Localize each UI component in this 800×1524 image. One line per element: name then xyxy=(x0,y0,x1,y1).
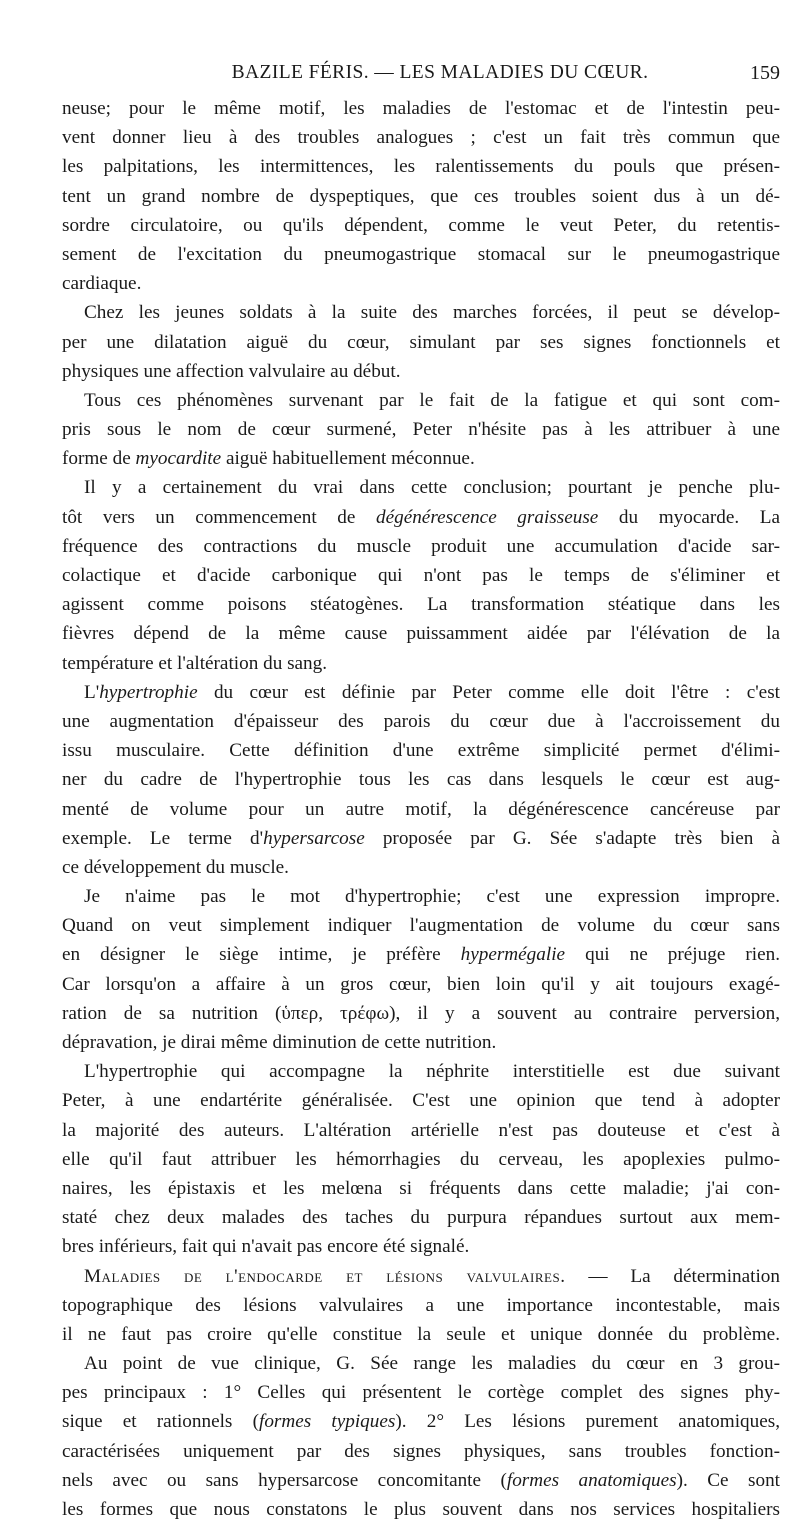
text-line: pris sous le nom de cœur surmené, Peter n'hésite pas à les attribuer à une xyxy=(62,419,780,441)
text-fragment: aiguë habituellement méconnue. xyxy=(221,448,475,470)
page-number: 159 xyxy=(750,62,780,84)
text-line: per une dilatation aiguë du cœur, simulant par ses signes fonctionnels et xyxy=(62,331,780,353)
text-line: Tous ces phénomènes survenant par le fait de la fatigue et qui sont com- xyxy=(84,389,780,411)
text-line: ner du cadre de l'hypertrophie tous les cas dans lesquels le cœur est aug- xyxy=(62,769,780,791)
text-line xyxy=(62,503,780,532)
text-line: sement de l'excitation du pneumogastrique stomacal sur le pneumogastrique xyxy=(62,243,780,265)
text-line: les formes que nous constatons le plus souvent dans nos services hospitaliers xyxy=(62,1499,780,1520)
text-line: pes principaux : 1° Celles qui présentent le cortège complet des signes phy- xyxy=(62,1382,780,1404)
text-line: staté chez deux malades des taches du purpura répandues surtout aux mem- xyxy=(62,1207,780,1229)
text-fragment: tôt vers un commencement de xyxy=(62,506,376,528)
text-line xyxy=(62,940,780,969)
text-fragment: sique et rationnels ( xyxy=(62,1411,259,1433)
text-line: la majorité des auteurs. L'altération artérielle n'est pas douteuse et c'est à xyxy=(62,1119,780,1141)
text-fragment: proposée par G. Sée s'adapte très bien à xyxy=(364,827,780,849)
text-fragment: — La détermination xyxy=(565,1265,780,1287)
text-line: agissent comme poisons stéatogènes. La transformation stéatique dans les xyxy=(62,594,780,616)
italic-term: hypermégalie xyxy=(460,944,566,966)
body-text xyxy=(62,94,780,1524)
text-line: menté de volume pour un autre motif, la dégénérescence cancéreuse par xyxy=(62,798,780,820)
text-fragment: forme de xyxy=(62,448,136,470)
text-line xyxy=(62,1466,780,1495)
italic-term: myocardite xyxy=(135,448,222,470)
text-line xyxy=(62,444,780,473)
text-line: fréquence des contractions du muscle produit une accumulation d'acide sar- xyxy=(62,535,780,557)
text-line: L'hypertrophie qui accompagne la néphrite interstitielle est due suivant xyxy=(84,1061,780,1083)
text-line: caractérisées uniquement par des signes physiques, sans troubles fonction- xyxy=(62,1440,780,1462)
text-line: naires, les épistaxis et les melœna si fréquents dans cette maladie; j'ai con- xyxy=(62,1177,780,1199)
text-line: Il y a certainement du vrai dans cette conclusion; pourtant je penche plu- xyxy=(84,477,780,499)
text-fragment: exemple. Le terme d' xyxy=(62,827,264,849)
text-line: Peter, à une endartérite généralisée. C'est une opinion que tend à adopter xyxy=(62,1090,780,1112)
text-line: sordre circulatoire, ou qu'ils dépendent, comme le veut Peter, du retentis- xyxy=(62,214,780,236)
text-line: neuse; pour le même motif, les maladies de l'estomac et de l'intestin peu- xyxy=(62,98,780,119)
text-line xyxy=(62,1262,780,1291)
text-fragment: qui ne préjuge rien. xyxy=(565,944,780,966)
text-line: fièvres dépend de la même cause puissamment aidée par l'élévation de la xyxy=(62,623,780,645)
text-line xyxy=(62,1407,780,1436)
text-line: dépravation, je dirai même diminution de cette nutrition. xyxy=(62,1032,497,1053)
text-line: colactique et d'acide carbonique qui n'ont pas le temps de s'éliminer et xyxy=(62,565,780,586)
italic-term: hypertrophie xyxy=(99,681,198,703)
text-line: physiques une affection valvulaire au début. xyxy=(62,360,401,382)
text-fragment: ). Ce sont xyxy=(676,1469,781,1491)
text-line xyxy=(62,678,780,707)
text-line: ce développement du muscle. xyxy=(62,856,289,878)
text-line: topographique des lésions valvulaires a une importance incontestable, mais xyxy=(62,1294,780,1316)
text-line: cardiaque. xyxy=(62,273,142,295)
text-line: il ne faut pas croire qu'elle constitue la seule et unique donnée du problème. xyxy=(62,1323,780,1345)
text-fragment: en désigner le siège intime, je préfère xyxy=(62,944,461,966)
text-fragment: L' xyxy=(84,681,100,703)
text-line xyxy=(62,824,780,853)
text-line: Quand on veut simplement indiquer l'augmentation de volume du cœur sans xyxy=(62,915,780,937)
text-line: Car lorsqu'on a affaire à un gros cœur, bien loin qu'il y ait toujours exagé- xyxy=(62,973,780,995)
text-fragment: du myocarde. La xyxy=(598,506,780,528)
text-line: les palpitations, les intermittences, les ralentissements du pouls que présen- xyxy=(62,156,780,178)
italic-term: formes typiques xyxy=(258,1411,396,1433)
text-fragment: nels avec ou sans hypersarcose concomitante ( xyxy=(62,1469,507,1491)
text-line: Au point de vue clinique, G. Sée range les maladies du cœur en 3 grou- xyxy=(84,1353,780,1375)
text-line: elle qu'il faut attribuer les hémorrhagies du cerveau, les apoplexies pulmo- xyxy=(62,1148,780,1170)
section-heading: Maladies de l'endocarde et lésions valvulaires. xyxy=(84,1265,566,1287)
page-header xyxy=(60,62,780,90)
text-line: issu musculaire. Cette définition d'une extrême simplicité permet d'élimi- xyxy=(62,740,780,762)
text-line: température et l'altération du sang. xyxy=(62,652,328,674)
text-line: bres inférieurs, fait qui n'avait pas encore été signalé. xyxy=(62,1236,470,1258)
text-line: ration de sa nutrition (ὑπερ, τρέφω), il y a souvent au contraire perversion, xyxy=(62,1002,780,1024)
italic-term: formes anatomiques xyxy=(506,1469,677,1491)
italic-term: dégénérescence graisseuse xyxy=(375,506,599,528)
italic-term: hypersarcose xyxy=(263,827,365,849)
text-line: Chez les jeunes soldats à la suite des marches forcées, il peut se dévelop- xyxy=(84,302,780,324)
text-fragment: du cœur est définie par Peter comme elle doit l'être : c'est xyxy=(197,681,780,703)
running-head: BAZILE FÉRIS. — LES MALADIES DU CŒUR. xyxy=(231,62,649,83)
text-line: une augmentation d'épaisseur des parois du cœur due à l'accroissement du xyxy=(62,710,780,732)
text-line: vent donner lieu à des troubles analogues ; c'est un fait très commun que xyxy=(62,127,780,149)
text-fragment: ). 2° Les lésions purement anatomiques, xyxy=(395,1411,780,1433)
text-line: Je n'aime pas le mot d'hypertrophie; c'est une expression impropre. xyxy=(84,886,780,908)
text-line: tent un grand nombre de dyspeptiques, que ces troubles soient dus à un dé- xyxy=(62,185,780,207)
